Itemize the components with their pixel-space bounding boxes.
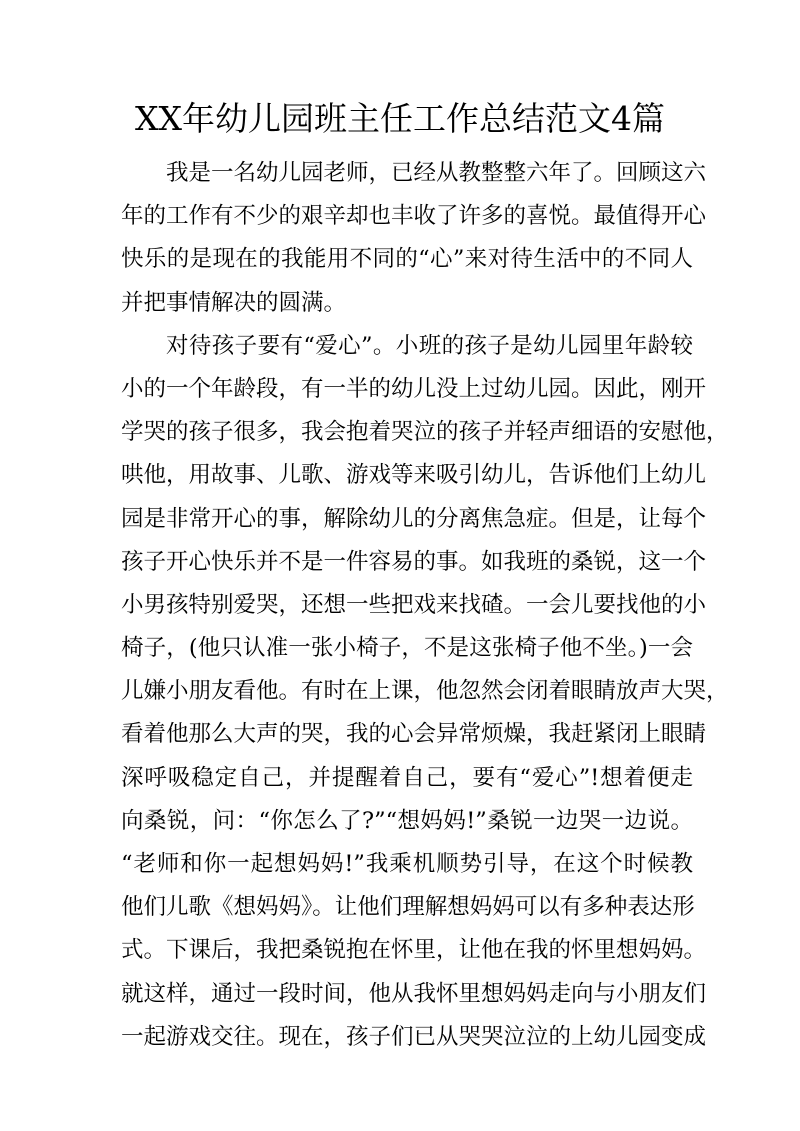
paragraph-line: 学哭的孩子很多，我会抱着哭泣的孩子并轻声细语的安慰他， — [121, 419, 729, 446]
paragraph-line: 对待孩子要有“爱心”。小班的孩子是幼儿园里年龄较 — [166, 332, 693, 359]
paragraph-line: 看着他那么大声的哭，我的心会异常烦燥，我赶紧闭上眼睛 — [121, 721, 707, 748]
paragraph-line: 并把事情解决的圆满。 — [121, 289, 347, 316]
paragraph-line: 椅子，(他只认准一张小椅子，不是这张椅子他不坐。)一会 — [121, 635, 693, 662]
paragraph-line: 向桑锐，问：“你怎么了?”“想妈妈!”桑锐一边哭一边说。 — [121, 807, 693, 834]
paragraph-line: 一起游戏交往。现在，孩子们已从哭哭泣泣的上幼儿园变成 — [121, 1023, 707, 1050]
paragraph-line: 他们儿歌《想妈妈》。让他们理解想妈妈可以有多种表达形 — [121, 894, 695, 921]
document-body — [121, 152, 729, 1059]
paragraph-line: 年的工作有不少的艰辛却也丰收了许多的喜悦。最值得开心 — [121, 203, 707, 230]
paragraph-line: 儿嫌小朋友看他。有时在上课，他忽然会闭着眼睛放声大哭， — [121, 678, 729, 705]
paragraph-line: 孩子开心快乐并不是一件容易的事。如我班的桑锐，这一个 — [121, 548, 707, 575]
paragraph-line: 我是一名幼儿园老师，已经从教整整六年了。回顾这六 — [166, 160, 707, 186]
paragraph-line: 小男孩特别爱哭，还想一些把戏来找碴。一会儿要找他的小 — [121, 591, 707, 618]
document-title: XX年幼儿园班主任工作总结范文4篇 — [135, 99, 665, 138]
paragraph-line: 小的一个年龄段，有一半的幼儿没上过幼儿园。因此，刚开 — [121, 375, 707, 402]
paragraph-line: 园是非常开心的事，解除幼儿的分离焦急症。但是，让每个 — [121, 505, 707, 532]
paragraph-line: 哄他，用故事、儿歌、游戏等来吸引幼儿，告诉他们上幼儿 — [121, 462, 707, 489]
paragraph-line: 快乐的是现在的我能用不同的“心”来对待生活中的不同人 — [121, 246, 693, 273]
paragraph-line: 深呼吸稳定自己，并提醒着自己，要有“爱心”!想着便走 — [121, 764, 693, 791]
paragraph-line: “老师和你一起想妈妈!”我乘机顺势引导，在这个时候教 — [121, 851, 693, 877]
paragraph-line: 式。下课后，我把桑锐抱在怀里，让他在我的怀里想妈妈。 — [121, 937, 707, 964]
paragraph-line: 就这样，通过一段时间，他从我怀里想妈妈走向与小朋友们 — [121, 980, 707, 1007]
